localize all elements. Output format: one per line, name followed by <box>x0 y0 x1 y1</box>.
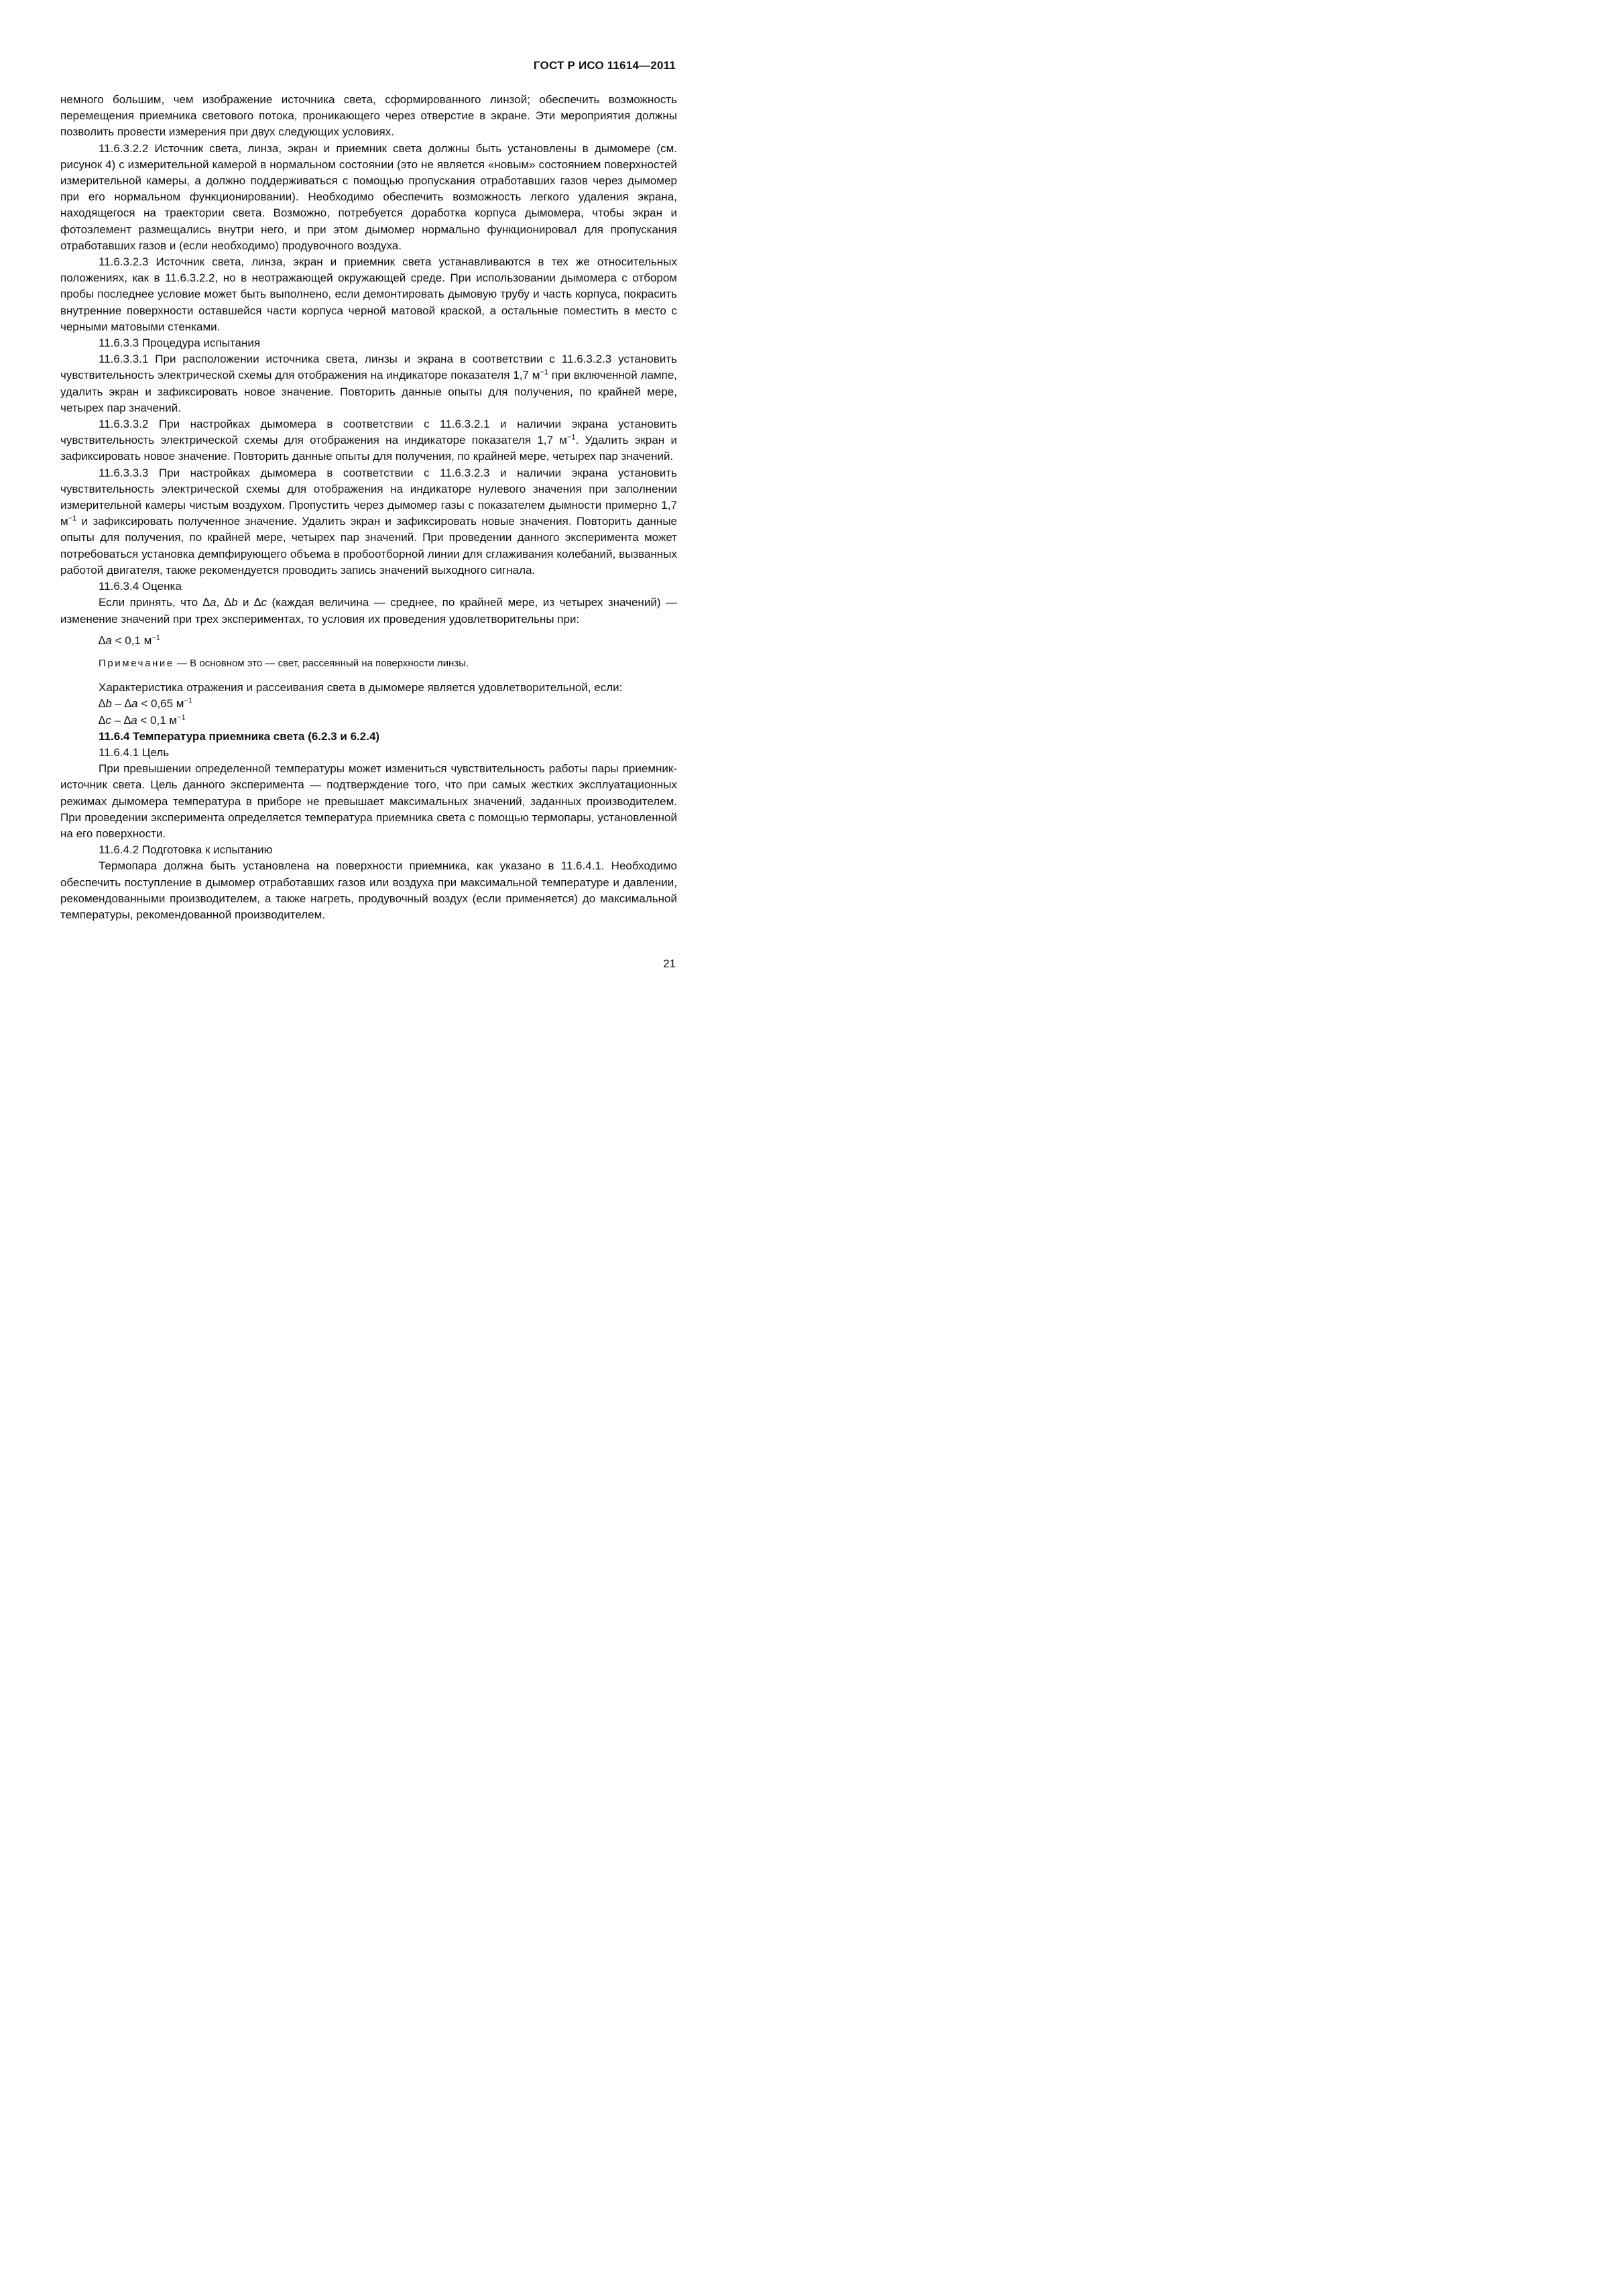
paragraph-11-6-3-3-1 <box>60 351 677 416</box>
paragraph-11-6-3-3-3 <box>60 465 677 579</box>
superscript: −1 <box>566 433 576 442</box>
superscript: −1 <box>184 697 193 705</box>
symbol-delta-c: ∆c <box>254 596 267 609</box>
text-span: 11.6.3.3.2 При настройках дымомера в соответствии с 11.6.3.2.1 и наличии экрана установить чувствительность электрической схемы для отображения на индикаторе показателя 1,7 м <box>60 418 677 447</box>
symbol-delta-b: ∆b <box>224 596 238 609</box>
text-span: – <box>111 697 125 711</box>
text-span: < 0,65 м <box>137 697 184 711</box>
superscript: −1 <box>152 633 160 642</box>
note-label: Примечание <box>99 657 174 669</box>
paragraph-11-6-3-2-3: 11.6.3.2.3 Источник света, линза, экран и приемник света устанавливаются в тех же относительных положениях, как в 11.6.3.2.2, но в неотражающей окружающей среде. При использовании дымомера с отбором пробы последнее условие может быть выполнено, если демонтировать дымовую трубу и часть корпуса, покрасить внутренние поверхности оставшейся части корпуса черной матовой краской, а остальные поместить в место с черными матовыми стенками. <box>60 255 677 333</box>
subheading-11-6-3-3: 11.6.3.3 Процедура испытания <box>99 337 261 350</box>
text-span: Если принять, что <box>99 596 203 609</box>
symbol-delta-a: ∆a <box>202 596 217 609</box>
text-span: 11.6.3.3.3 При настройках дымомера в соответствии с 11.6.3.2.3 и наличии экрана установить чувствительность электрической схемы для отображения на индикаторе нулевого значения при заполнении измерительной камеры чистым воздухом. Пропустить через дымомер газы с показателем дымности примерно 1,7 м <box>60 466 677 528</box>
text-span: < 0,1 м <box>137 713 178 727</box>
paragraph-11-6-3-3-2 <box>60 416 677 465</box>
superscript: −1 <box>68 514 77 523</box>
formula-delta-a <box>99 633 677 649</box>
note <box>99 656 677 672</box>
text-span: (каждая величина — среднее, по крайней мере, из четырех значений) — изменение значений при трех экспериментах, то условия их проведения удовлетворительны при: <box>60 596 677 625</box>
text-span: и <box>237 596 255 609</box>
text-span: . Удалить экран и зафиксировать новое значение. Повторить данные опыты для получения, по крайней мере, четырех пар значений. <box>60 434 678 463</box>
text-span: < 0,1 м <box>111 633 152 647</box>
text-span: и зафиксировать полученное значение. Удалить экран и зафиксировать новые значения. Повторить данные опыты для получения, по крайней мере, четырех пар значений. При проведении данного эксперимента может потребоваться установка демпфирующего объема в пробоотборной линии для сглаживания колебаний, вызванных работой двигателя, также рекомендуется проводить запись значений выходного сигнала. <box>60 515 677 577</box>
text-span: – <box>111 713 124 727</box>
document-code-header: ГОСТ Р ИСО 11614—2011 <box>533 59 676 72</box>
paragraph-evaluation <box>60 595 677 627</box>
symbol-delta-a: ∆a <box>123 713 137 727</box>
paragraph-11-6-3-2-2: 11.6.3.2.2 Источник света, линза, экран и приемник света должны быть установлены в дымомере (см. рисунок 4) с измерительной камерой в нормальном состоянии (это не является «новым» состоянием поверхностей измерительной камеры, а должно поддерживаться с помощью пропускания отработавших газов через дымомер при его нормальном функционировании). Необходимо обеспечить возможность легкого удаления экрана, находящегося на траектории света. Возможно, потребуется доработка корпуса дымомера, чтобы экран и фотоэлемент размещались внутри него, и при этом дымомер нормально функционировал для пропускания отработавших газов и (если необходимо) продувочного воздуха. <box>60 141 677 252</box>
superscript: −1 <box>177 713 186 721</box>
paragraph-purpose: При превышении определенной температуры может измениться чувствительность работы пары приемник-источник света. Цель данного эксперимента — подтверждение того, что при самых жестких эксплуатационных режимах дымомера температура в приборе не превышает максимальных значений, заданных производителем. При проведении эксперимента определяется температура приемника света с помощью термопары, установленной на его поверхности. <box>60 762 677 840</box>
subheading-11-6-4-1: 11.6.4.1 Цель <box>99 745 170 759</box>
symbol-delta-a: ∆a <box>99 633 112 647</box>
text-span: , <box>216 596 225 609</box>
document-body <box>60 92 677 923</box>
formula-delta-b <box>60 696 677 712</box>
formula-delta-c <box>60 713 677 729</box>
symbol-delta-a: ∆a <box>124 697 138 711</box>
document-page <box>0 0 737 1043</box>
symbol-delta-c: ∆c <box>99 713 111 727</box>
superscript: −1 <box>540 368 548 377</box>
section-heading-11-6-4: 11.6.4 Температура приемника света (6.2.3 и 6.2.4) <box>99 729 380 743</box>
text-span: при включенной лампе, удалить экран и зафиксировать новое значение. Повторить данные опыты для получения, по крайней мере, четырех пар значений. <box>60 369 678 414</box>
note-text: — В основном это — свет, рассеянный на поверхности линзы. <box>174 657 469 669</box>
paragraph-reflection: Характеристика отражения и рассеивания света в дымомере является удовлетворительной, если: <box>99 681 623 694</box>
text-span: 11.6.3.3.1 При расположении источника света, линзы и экрана в соответствии с 11.6.3.2.3 установить чувствительность электрической схемы для отображения на индикаторе показателя 1,7 м <box>60 353 677 382</box>
symbol-delta-b: ∆b <box>99 697 112 711</box>
subheading-11-6-3-4: 11.6.3.4 Оценка <box>99 580 182 593</box>
page-number: 21 <box>663 957 676 970</box>
subheading-11-6-4-2: 11.6.4.2 Подготовка к испытанию <box>99 843 273 857</box>
paragraph-continuation: немного большим, чем изображение источника света, сформированного линзой; обеспечить возможность перемещения приемника светового потока, проникающего через отверстие в экране. Эти мероприятия должны позволить провести измерения при двух следующих условиях. <box>60 93 677 139</box>
paragraph-preparation: Термопара должна быть установлена на поверхности приемника, как указано в 11.6.4.1. Необходимо обеспечить поступление в дымомер отработавших газов или воздуха при максимальной температуре и давлении, рекомендованными производителем, а также нагреть, продувочный воздух (если применяется) до максимальной температуры, рекомендованной производителем. <box>60 859 677 921</box>
